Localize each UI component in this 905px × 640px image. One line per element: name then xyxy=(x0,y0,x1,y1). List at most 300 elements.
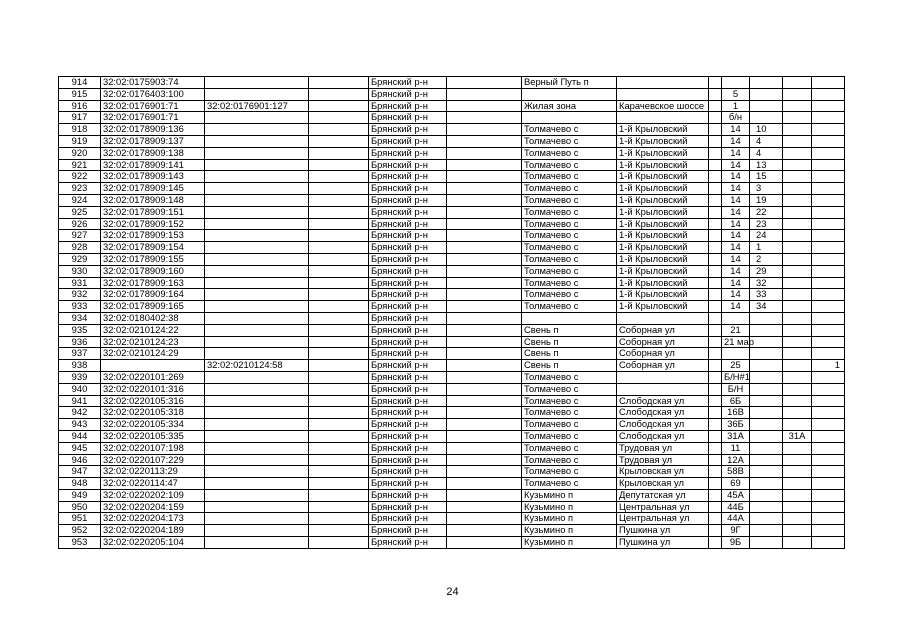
house-number-cell: 1 xyxy=(722,100,750,112)
street-cell: 1-й Крыловский xyxy=(617,206,709,218)
flag-cell xyxy=(812,230,845,242)
prefix-cell xyxy=(709,336,722,348)
table-row xyxy=(59,525,845,537)
prefix-cell xyxy=(709,489,722,501)
parent-cadastral-cell xyxy=(205,265,309,277)
building-cell xyxy=(783,466,812,478)
cadastral-number-cell: 32:02:0176901:71 xyxy=(101,112,205,124)
street-cell: Слободская ул xyxy=(617,395,709,407)
street-cell xyxy=(617,77,709,89)
parent-cadastral-cell: 32:02:0176901:127 xyxy=(205,100,309,112)
settlement-cell: Толмачево с xyxy=(522,442,617,454)
building-cell xyxy=(783,194,812,206)
parent-cadastral-cell xyxy=(205,501,309,513)
flag-cell xyxy=(812,442,845,454)
settlement-cell: Верный Путь п xyxy=(522,77,617,89)
row-number-cell: 920 xyxy=(59,147,101,159)
row-number-cell: 922 xyxy=(59,171,101,183)
prefix-cell xyxy=(709,478,722,490)
cadastral-number-cell: 32:02:0220204:189 xyxy=(101,525,205,537)
house-number-cell: 14 xyxy=(722,289,750,301)
row-number-cell: 944 xyxy=(59,430,101,442)
municipality-cell xyxy=(447,360,522,372)
street-cell: Слободская ул xyxy=(617,419,709,431)
municipality-cell xyxy=(447,513,522,525)
extra-cell xyxy=(309,265,369,277)
prefix-cell xyxy=(709,112,722,124)
cadastral-number-cell: 32:02:0210124:22 xyxy=(101,324,205,336)
apartment-cell xyxy=(750,501,783,513)
prefix-cell xyxy=(709,454,722,466)
extra-cell xyxy=(309,183,369,195)
flag-cell xyxy=(812,454,845,466)
house-number-cell: 21 xyxy=(722,324,750,336)
municipality-cell xyxy=(447,478,522,490)
extra-cell xyxy=(309,442,369,454)
parent-cadastral-cell xyxy=(205,147,309,159)
extra-cell xyxy=(309,537,369,549)
municipality-cell xyxy=(447,395,522,407)
table-row xyxy=(59,348,845,360)
cadastral-number-cell: 32:02:0178909:163 xyxy=(101,277,205,289)
apartment-cell xyxy=(750,360,783,372)
apartment-cell xyxy=(750,112,783,124)
district-cell: Брянский р-н xyxy=(369,147,447,159)
row-number-cell: 945 xyxy=(59,442,101,454)
row-number-cell: 928 xyxy=(59,242,101,254)
table-row xyxy=(59,336,845,348)
building-cell xyxy=(783,360,812,372)
cadastral-number-cell: 32:02:0178909:154 xyxy=(101,242,205,254)
apartment-cell: 19 xyxy=(750,194,783,206)
municipality-cell xyxy=(447,407,522,419)
flag-cell xyxy=(812,289,845,301)
building-cell xyxy=(783,478,812,490)
municipality-cell xyxy=(447,194,522,206)
apartment-cell: 29 xyxy=(750,265,783,277)
house-number-cell: 21 мар xyxy=(722,336,750,348)
district-cell: Брянский р-н xyxy=(369,171,447,183)
house-number-cell: 14 xyxy=(722,159,750,171)
prefix-cell xyxy=(709,513,722,525)
building-cell xyxy=(783,336,812,348)
apartment-cell: 3 xyxy=(750,183,783,195)
row-number-cell: 940 xyxy=(59,383,101,395)
street-cell xyxy=(617,88,709,100)
page-number: 24 xyxy=(446,586,459,598)
apartment-cell xyxy=(750,383,783,395)
row-number-cell: 936 xyxy=(59,336,101,348)
district-cell: Брянский р-н xyxy=(369,383,447,395)
house-number-cell xyxy=(722,348,750,360)
house-number-cell: 6Б xyxy=(722,395,750,407)
district-cell: Брянский р-н xyxy=(369,253,447,265)
row-number-cell: 951 xyxy=(59,513,101,525)
apartment-cell xyxy=(750,312,783,324)
settlement-cell: Толмачево с xyxy=(522,419,617,431)
prefix-cell xyxy=(709,371,722,383)
house-number-cell: 14 xyxy=(722,194,750,206)
row-number-cell: 923 xyxy=(59,183,101,195)
municipality-cell xyxy=(447,230,522,242)
parent-cadastral-cell xyxy=(205,442,309,454)
extra-cell xyxy=(309,419,369,431)
cadastral-number-cell: 32:02:0220105:318 xyxy=(101,407,205,419)
apartment-cell: 15 xyxy=(750,171,783,183)
street-cell: Слободская ул xyxy=(617,407,709,419)
table-row xyxy=(59,430,845,442)
building-cell xyxy=(783,230,812,242)
building-cell xyxy=(783,537,812,549)
house-number-cell: 45А xyxy=(722,489,750,501)
cadastral-number-cell: 32:02:0178909:160 xyxy=(101,265,205,277)
row-number-cell: 942 xyxy=(59,407,101,419)
municipality-cell xyxy=(447,289,522,301)
street-cell: 1-й Крыловский xyxy=(617,183,709,195)
municipality-cell xyxy=(447,171,522,183)
settlement-cell: Кузьмино п xyxy=(522,489,617,501)
flag-cell xyxy=(812,371,845,383)
house-number-cell: 25 xyxy=(722,360,750,372)
extra-cell xyxy=(309,312,369,324)
table-row xyxy=(59,218,845,230)
row-number-cell: 941 xyxy=(59,395,101,407)
prefix-cell xyxy=(709,525,722,537)
apartment-cell xyxy=(750,100,783,112)
cadastral-number-cell: 32:02:0178909:136 xyxy=(101,124,205,136)
apartment-cell: 23 xyxy=(750,218,783,230)
cadastral-number-cell: 32:02:0178909:151 xyxy=(101,206,205,218)
street-cell: Соборная ул xyxy=(617,348,709,360)
flag-cell: 1 xyxy=(812,360,845,372)
table-row xyxy=(59,265,845,277)
settlement-cell xyxy=(522,312,617,324)
municipality-cell xyxy=(447,336,522,348)
cadastral-number-cell xyxy=(101,360,205,372)
flag-cell xyxy=(812,301,845,313)
building-cell xyxy=(783,501,812,513)
row-number-cell: 953 xyxy=(59,537,101,549)
prefix-cell xyxy=(709,277,722,289)
settlement-cell: Свень п xyxy=(522,336,617,348)
municipality-cell xyxy=(447,112,522,124)
extra-cell xyxy=(309,336,369,348)
cadastral-number-cell: 32:02:0176403:100 xyxy=(101,88,205,100)
district-cell: Брянский р-н xyxy=(369,395,447,407)
extra-cell xyxy=(309,478,369,490)
settlement-cell: Кузьмино п xyxy=(522,537,617,549)
parent-cadastral-cell xyxy=(205,77,309,89)
flag-cell xyxy=(812,183,845,195)
apartment-cell: 34 xyxy=(750,301,783,313)
cadastral-number-cell: 32:02:0178909:165 xyxy=(101,301,205,313)
prefix-cell xyxy=(709,230,722,242)
municipality-cell xyxy=(447,454,522,466)
district-cell: Брянский р-н xyxy=(369,360,447,372)
settlement-cell: Толмачево с xyxy=(522,124,617,136)
table-row xyxy=(59,478,845,490)
district-cell: Брянский р-н xyxy=(369,206,447,218)
house-number-cell: 14 xyxy=(722,171,750,183)
district-cell: Брянский р-н xyxy=(369,336,447,348)
prefix-cell xyxy=(709,135,722,147)
prefix-cell xyxy=(709,77,722,89)
cadastral-number-cell: 32:02:0220105:334 xyxy=(101,419,205,431)
municipality-cell xyxy=(447,537,522,549)
apartment-cell: 32 xyxy=(750,277,783,289)
municipality-cell xyxy=(447,218,522,230)
house-number-cell xyxy=(722,312,750,324)
prefix-cell xyxy=(709,501,722,513)
street-cell: 1-й Крыловский xyxy=(617,265,709,277)
flag-cell xyxy=(812,537,845,549)
prefix-cell xyxy=(709,253,722,265)
parent-cadastral-cell xyxy=(205,430,309,442)
street-cell xyxy=(617,371,709,383)
row-number-cell: 924 xyxy=(59,194,101,206)
apartment-cell xyxy=(750,466,783,478)
table-row xyxy=(59,242,845,254)
extra-cell xyxy=(309,206,369,218)
building-cell xyxy=(783,442,812,454)
parent-cadastral-cell xyxy=(205,454,309,466)
row-number-cell: 933 xyxy=(59,301,101,313)
district-cell: Брянский р-н xyxy=(369,430,447,442)
cadastral-number-cell: 32:02:0178909:164 xyxy=(101,289,205,301)
settlement-cell xyxy=(522,88,617,100)
table-row xyxy=(59,312,845,324)
building-cell xyxy=(783,124,812,136)
table-row xyxy=(59,230,845,242)
parent-cadastral-cell xyxy=(205,419,309,431)
municipality-cell xyxy=(447,265,522,277)
cadastral-number-cell: 32:02:0175903:74 xyxy=(101,77,205,89)
district-cell: Брянский р-н xyxy=(369,124,447,136)
municipality-cell xyxy=(447,206,522,218)
table-row xyxy=(59,289,845,301)
district-cell: Брянский р-н xyxy=(369,159,447,171)
house-number-cell: 14 xyxy=(722,230,750,242)
settlement-cell: Толмачево с xyxy=(522,194,617,206)
row-number-cell: 952 xyxy=(59,525,101,537)
house-number-cell: 9Б xyxy=(722,537,750,549)
house-number-cell: Б/Н xyxy=(722,383,750,395)
prefix-cell xyxy=(709,100,722,112)
flag-cell xyxy=(812,489,845,501)
prefix-cell xyxy=(709,312,722,324)
settlement-cell: Толмачево с xyxy=(522,218,617,230)
settlement-cell: Толмачево с xyxy=(522,395,617,407)
house-number-cell: 14 xyxy=(722,218,750,230)
flag-cell xyxy=(812,135,845,147)
table-row xyxy=(59,112,845,124)
parent-cadastral-cell xyxy=(205,253,309,265)
parent-cadastral-cell xyxy=(205,242,309,254)
extra-cell xyxy=(309,289,369,301)
table-row xyxy=(59,537,845,549)
parent-cadastral-cell xyxy=(205,289,309,301)
building-cell xyxy=(783,324,812,336)
prefix-cell xyxy=(709,159,722,171)
parent-cadastral-cell xyxy=(205,478,309,490)
district-cell: Брянский р-н xyxy=(369,371,447,383)
flag-cell xyxy=(812,501,845,513)
building-cell xyxy=(783,159,812,171)
parent-cadastral-cell xyxy=(205,383,309,395)
prefix-cell xyxy=(709,183,722,195)
flag-cell xyxy=(812,430,845,442)
street-cell: Карачевское шоссе xyxy=(617,100,709,112)
municipality-cell xyxy=(447,183,522,195)
street-cell xyxy=(617,312,709,324)
district-cell: Брянский р-н xyxy=(369,324,447,336)
apartment-cell: 1 xyxy=(750,242,783,254)
parent-cadastral-cell xyxy=(205,218,309,230)
extra-cell xyxy=(309,147,369,159)
settlement-cell: Толмачево с xyxy=(522,289,617,301)
apartment-cell: 2 xyxy=(750,253,783,265)
house-number-cell: 14 xyxy=(722,183,750,195)
flag-cell xyxy=(812,88,845,100)
settlement-cell: Толмачево с xyxy=(522,159,617,171)
row-number-cell: 931 xyxy=(59,277,101,289)
house-number-cell: Б/Н#1 xyxy=(722,371,750,383)
building-cell xyxy=(783,135,812,147)
apartment-cell xyxy=(750,407,783,419)
street-cell: Соборная ул xyxy=(617,360,709,372)
street-cell: 1-й Крыловский xyxy=(617,171,709,183)
street-cell: Трудовая ул xyxy=(617,442,709,454)
house-number-cell: 14 xyxy=(722,147,750,159)
district-cell: Брянский р-н xyxy=(369,77,447,89)
building-cell xyxy=(783,265,812,277)
prefix-cell xyxy=(709,430,722,442)
parent-cadastral-cell xyxy=(205,407,309,419)
cadastral-number-cell: 32:02:0178909:138 xyxy=(101,147,205,159)
apartment-cell xyxy=(750,513,783,525)
apartment-cell: 10 xyxy=(750,124,783,136)
apartment-cell xyxy=(750,348,783,360)
municipality-cell xyxy=(447,419,522,431)
cadastral-number-cell: 32:02:0220202:109 xyxy=(101,489,205,501)
municipality-cell xyxy=(447,501,522,513)
cadastral-number-cell: 32:02:0220105:335 xyxy=(101,430,205,442)
district-cell: Брянский р-н xyxy=(369,525,447,537)
parent-cadastral-cell xyxy=(205,348,309,360)
building-cell xyxy=(783,513,812,525)
settlement-cell: Толмачево с xyxy=(522,206,617,218)
parent-cadastral-cell xyxy=(205,489,309,501)
table-row xyxy=(59,442,845,454)
apartment-cell xyxy=(750,419,783,431)
district-cell: Брянский р-н xyxy=(369,407,447,419)
district-cell: Брянский р-н xyxy=(369,265,447,277)
district-cell: Брянский р-н xyxy=(369,301,447,313)
flag-cell xyxy=(812,383,845,395)
district-cell: Брянский р-н xyxy=(369,513,447,525)
apartment-cell xyxy=(750,336,783,348)
row-number-cell: 925 xyxy=(59,206,101,218)
table-row xyxy=(59,371,845,383)
extra-cell xyxy=(309,171,369,183)
flag-cell xyxy=(812,147,845,159)
parent-cadastral-cell xyxy=(205,135,309,147)
prefix-cell xyxy=(709,124,722,136)
flag-cell xyxy=(812,277,845,289)
prefix-cell xyxy=(709,206,722,218)
extra-cell xyxy=(309,395,369,407)
cadastral-number-cell: 32:02:0178909:155 xyxy=(101,253,205,265)
house-number-cell: 36Б xyxy=(722,419,750,431)
municipality-cell xyxy=(447,301,522,313)
district-cell: Брянский р-н xyxy=(369,442,447,454)
building-cell xyxy=(783,371,812,383)
municipality-cell xyxy=(447,383,522,395)
prefix-cell xyxy=(709,218,722,230)
street-cell: 1-й Крыловский xyxy=(617,135,709,147)
row-number-cell: 927 xyxy=(59,230,101,242)
table-row xyxy=(59,395,845,407)
apartment-cell: 24 xyxy=(750,230,783,242)
settlement-cell: Свень п xyxy=(522,348,617,360)
row-number-cell: 938 xyxy=(59,360,101,372)
flag-cell xyxy=(812,100,845,112)
row-number-cell: 921 xyxy=(59,159,101,171)
table-row xyxy=(59,419,845,431)
row-number-cell: 950 xyxy=(59,501,101,513)
flag-cell xyxy=(812,124,845,136)
municipality-cell xyxy=(447,312,522,324)
building-cell xyxy=(783,454,812,466)
table-row xyxy=(59,324,845,336)
building-cell xyxy=(783,407,812,419)
street-cell: Крыловская ул xyxy=(617,478,709,490)
street-cell: 1-й Крыловский xyxy=(617,253,709,265)
cadastral-number-cell: 32:02:0220204:159 xyxy=(101,501,205,513)
prefix-cell xyxy=(709,147,722,159)
table-row xyxy=(59,124,845,136)
street-cell: 1-й Крыловский xyxy=(617,194,709,206)
street-cell: 1-й Крыловский xyxy=(617,301,709,313)
street-cell: Пушкина ул xyxy=(617,525,709,537)
street-cell: Слободская ул xyxy=(617,430,709,442)
extra-cell xyxy=(309,77,369,89)
municipality-cell xyxy=(447,147,522,159)
settlement-cell xyxy=(522,112,617,124)
row-number-cell: 947 xyxy=(59,466,101,478)
cadastral-number-cell: 32:02:0178909:137 xyxy=(101,135,205,147)
district-cell: Брянский р-н xyxy=(369,100,447,112)
parent-cadastral-cell xyxy=(205,230,309,242)
flag-cell xyxy=(812,336,845,348)
extra-cell xyxy=(309,88,369,100)
extra-cell xyxy=(309,100,369,112)
flag-cell xyxy=(812,159,845,171)
extra-cell xyxy=(309,253,369,265)
apartment-cell: 13 xyxy=(750,159,783,171)
parent-cadastral-cell xyxy=(205,171,309,183)
house-number-cell: 14 xyxy=(722,253,750,265)
prefix-cell xyxy=(709,360,722,372)
row-number-cell: 939 xyxy=(59,371,101,383)
house-number-cell: 14 xyxy=(722,301,750,313)
row-number-cell: 930 xyxy=(59,265,101,277)
extra-cell xyxy=(309,159,369,171)
table-row xyxy=(59,454,845,466)
extra-cell xyxy=(309,513,369,525)
table-row xyxy=(59,501,845,513)
parent-cadastral-cell xyxy=(205,466,309,478)
